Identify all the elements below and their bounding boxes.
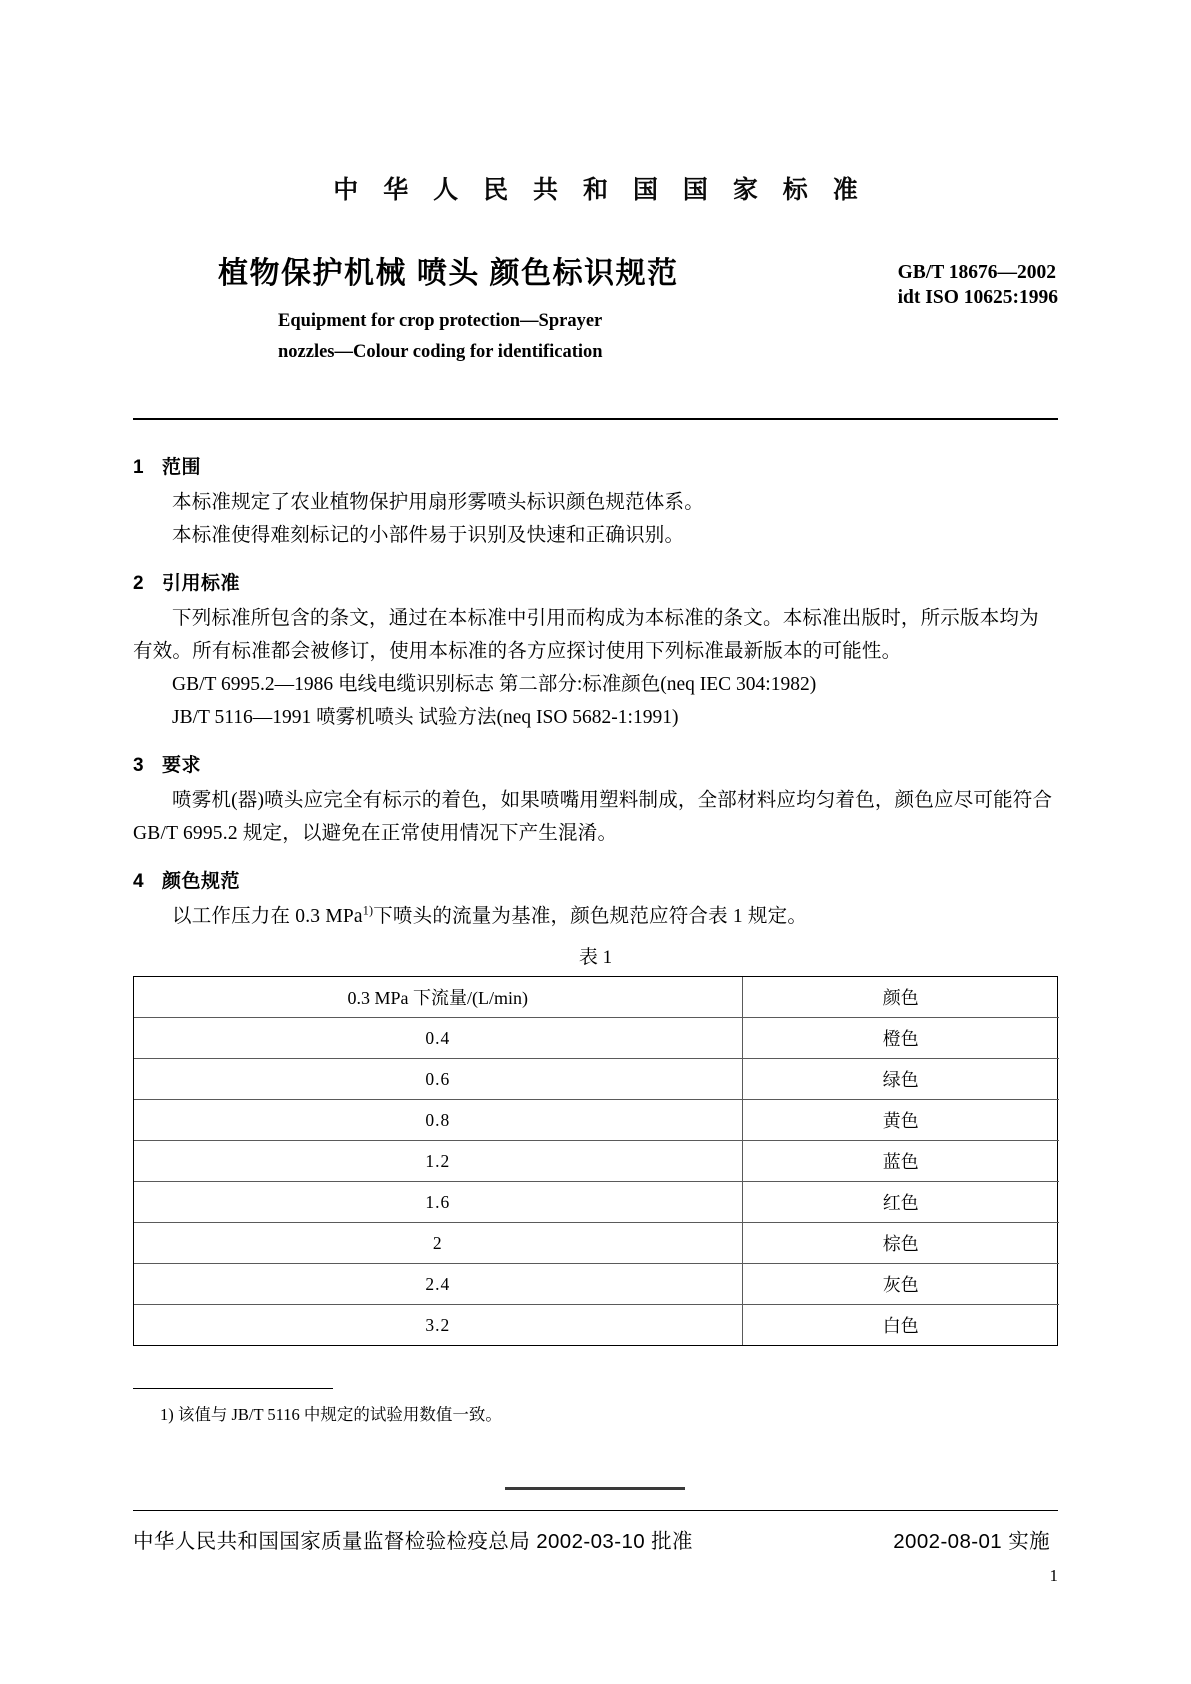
table-row	[134, 1059, 1059, 1100]
footer-approval-text: 中华人民共和国国家质量监督检验检疫总局 2002-03-10 批准	[133, 1530, 693, 1553]
cell-colour: 橙色	[742, 1018, 1059, 1059]
footer-divider-rule	[133, 1510, 1058, 1511]
table-row	[134, 1182, 1059, 1223]
section-heading-1	[133, 452, 1058, 479]
title-english-line-1: Equipment for crop protection—Sprayer	[278, 311, 603, 331]
section-1-paragraph-2: 本标准使得难刻标记的小部件易于识别及快速和正确识别。	[172, 525, 685, 546]
section-3-paragraph-1: 喷雾机(器)喷头应完全有标示的着色，如果喷嘴用塑料制成，全部材料应均匀着色，颜色应尽可能符合 GB/T 6995.2 规定，以避免在正常使用情况下产生混淆。	[133, 790, 1053, 844]
section-heading-2	[133, 568, 1058, 595]
footer	[133, 1524, 1058, 1554]
footnote-divider-rule	[133, 1388, 333, 1389]
section-2-paragraph-1: 下列标准所包含的条文，通过在本标准中引用而构成为本标准的条文。本标准出版时，所示版本均为有效。所有标准都会被修订，使用本标准的各方应探讨使用下列标准最新版本的可能性。	[133, 608, 1039, 662]
colour-coding-table-wrapper	[133, 976, 1058, 1346]
document-body	[133, 452, 1058, 1346]
standard-identifier	[898, 260, 1058, 310]
cell-colour: 绿色	[742, 1059, 1059, 1100]
cell-flow: 0.8	[134, 1100, 742, 1141]
title-block	[133, 248, 1058, 378]
section-number-1: 1	[133, 457, 145, 478]
cell-flow: 2	[134, 1223, 742, 1264]
referenced-standard-2: JB/T 5116—1991 喷雾机喷头 试验方法(neq ISO 5682-1:1991)	[172, 707, 679, 728]
cell-flow: 0.6	[134, 1059, 742, 1100]
cell-flow: 0.4	[134, 1018, 742, 1059]
standard-equivalence: idt ISO 10625:1996	[897, 287, 1058, 308]
title-english-line-2: nozzles—Colour coding for identification	[278, 342, 603, 362]
cell-flow: 1.2	[134, 1141, 742, 1182]
table-row	[134, 1018, 1059, 1059]
section-title-4: 颜色规范	[162, 871, 241, 892]
footer-implementation-date: 2002-08-01 实施	[893, 1530, 1050, 1553]
cell-colour: 蓝色	[742, 1141, 1059, 1182]
cell-flow: 2.4	[134, 1264, 742, 1305]
colour-coding-table	[134, 977, 1059, 1345]
cell-flow: 1.6	[134, 1182, 742, 1223]
footnote-block	[133, 1388, 1058, 1427]
section-1-paragraph-1: 本标准规定了农业植物保护用扇形雾喷头标识颜色规范体系。	[172, 492, 704, 513]
section-4-intro-suffix: 下喷头的流量为基准，颜色规范应符合表 1 规定。	[373, 906, 808, 927]
section-4-intro	[133, 900, 1058, 933]
table-header-colour: 颜色	[742, 977, 1059, 1018]
section-title-1: 范围	[162, 457, 202, 478]
table-caption: 表 1	[578, 947, 613, 968]
table-row	[134, 1264, 1059, 1305]
section-heading-3	[133, 750, 1058, 777]
section-title-2: 引用标准	[162, 573, 241, 594]
cell-colour: 灰色	[742, 1264, 1059, 1305]
section-heading-4	[133, 866, 1058, 893]
cell-colour: 棕色	[742, 1223, 1059, 1264]
footnote-marker: 1)	[362, 903, 374, 918]
page-number: 1	[1049, 1566, 1058, 1585]
masthead	[133, 170, 1058, 206]
referenced-standard-1: GB/T 6995.2—1986 电线电缆识别标志 第二部分:标准颜色(neq IEC 304:1982)	[172, 674, 817, 695]
table-header-row	[134, 977, 1059, 1018]
table-header-flow: 0.3 MPa 下流量/(L/min)	[134, 977, 742, 1018]
cell-colour: 白色	[742, 1305, 1059, 1346]
section-title-3: 要求	[162, 755, 202, 776]
footer-tick-mark	[505, 1487, 685, 1490]
cell-colour: 红色	[742, 1182, 1059, 1223]
section-4-intro-prefix: 以工作压力在 0.3 MPa	[172, 906, 363, 927]
document-title-chinese: 植物保护机械 喷头 颜色标识规范	[218, 257, 679, 290]
document-title-english	[278, 306, 603, 368]
table-row	[134, 1141, 1059, 1182]
section-number-4: 4	[133, 871, 145, 892]
table-row	[134, 1305, 1059, 1346]
standard-number: GB/T 18676—2002	[897, 262, 1057, 283]
cell-flow: 3.2	[134, 1305, 742, 1346]
table-row	[134, 1100, 1059, 1141]
table-row	[134, 1223, 1059, 1264]
header-divider-rule	[133, 418, 1058, 420]
section-number-2: 2	[133, 573, 145, 594]
national-standard-banner: 中 华 人 民 共 和 国 国 家 标 准	[333, 176, 867, 204]
cell-colour: 黄色	[742, 1100, 1059, 1141]
section-number-3: 3	[133, 755, 145, 776]
footnote-text: 1) 该值与 JB/T 5116 中规定的试验用数值一致。	[160, 1405, 502, 1424]
